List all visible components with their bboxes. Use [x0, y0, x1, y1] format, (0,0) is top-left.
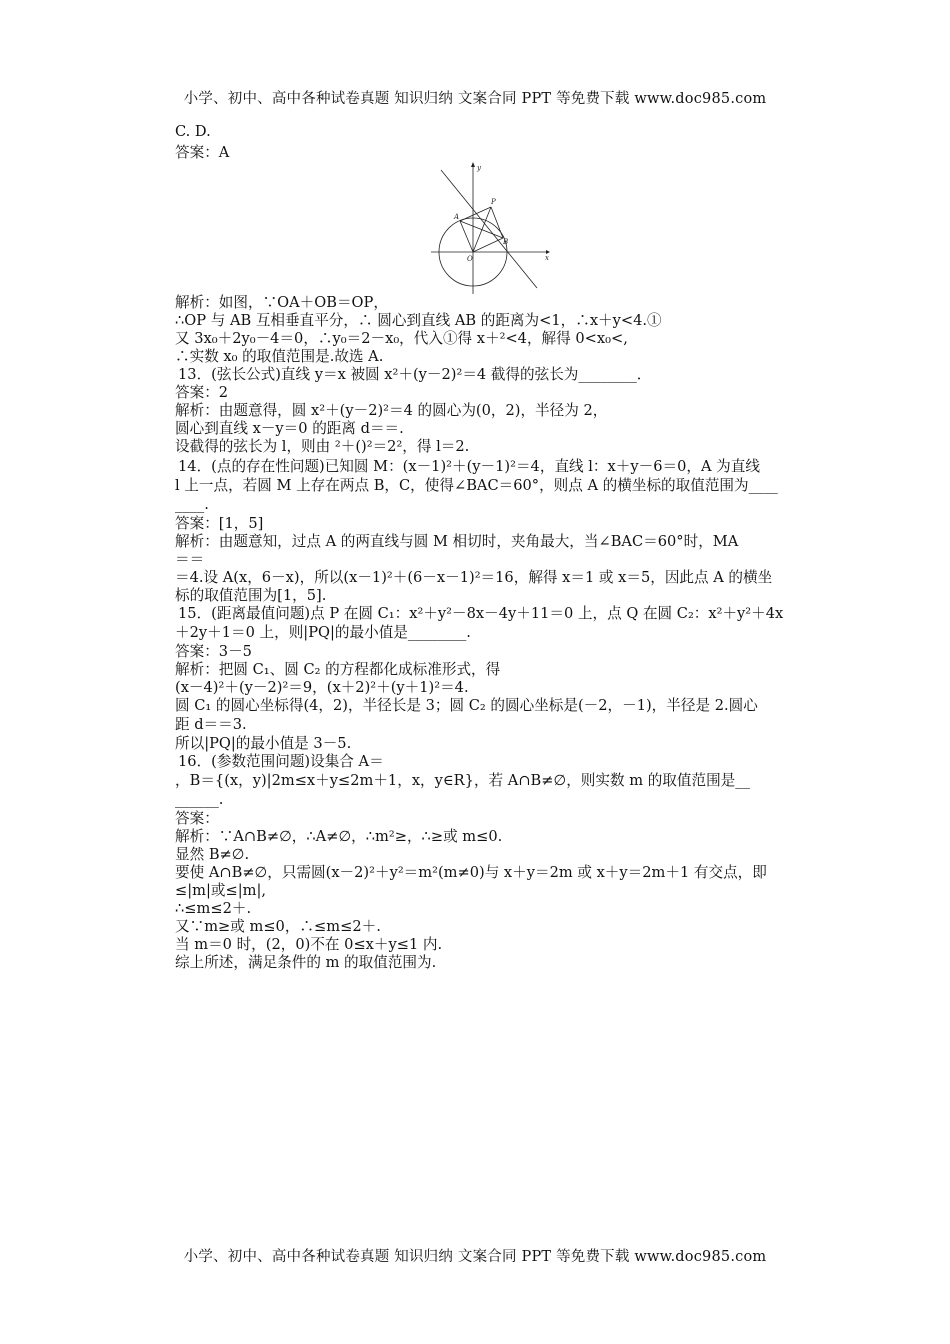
label-y: y: [477, 164, 481, 172]
geometry-figure: [427, 160, 555, 296]
text-line: 答案：[1，5]: [175, 515, 264, 532]
text-line: ，B＝{(x，y)|2m≤x＋y≤2m＋1，x，y∈R}，若 A∩B≠∅，则实数 m 的取值范围是__: [175, 772, 750, 789]
text-line: 解析：把圆 C₁、圆 C₂ 的方程都化成标准形式，得: [175, 661, 501, 678]
header-banner: 小学、初中、高中各种试卷真题 知识归纳 文案合同 PPT 等免费下载 www.doc985.com: [183, 91, 767, 107]
text-line: 要使 A∩B≠∅，只需圆(x－2)²＋y²＝m²(m≠0)与 x＋y＝2m 或 x＋y＝2m＋1 有交点，即: [175, 864, 767, 881]
text-line: 圆心到直线 x－y＝0 的距离 d＝＝.: [175, 420, 404, 437]
text-line: 显然 B≠∅.: [175, 846, 250, 863]
text-line: (x－4)²＋(y－2)²＝9，(x＋2)²＋(y＋1)²＝4.: [175, 679, 469, 696]
text-line: 15．(距离最值问题)点 P 在圆 C₁：x²＋y²－8x－4y＋11＝0 上，点 Q 在圆 C₂：x²＋y²＋4x: [178, 605, 784, 622]
text-line: 解析：∵A∩B≠∅，∴A≠∅，∴m²≥，∴≥或 m≤0.: [175, 828, 503, 845]
label-x: x: [545, 254, 549, 262]
text-line: 16．(参数范围问题)设集合 A＝: [178, 753, 384, 770]
text-line: 又 3x₀＋2y₀－4＝0，∴y₀＝2－x₀，代入①得 x＋²<4，解得 0<x₀<,: [175, 330, 628, 347]
text-line: 距 d＝＝3.: [175, 716, 247, 733]
text-line: 解析：由题意得，圆 x²＋(y－2)²＝4 的圆心为(0，2)，半径为 2，: [175, 402, 608, 419]
text-line: ＝4.设 A(x，6－x)，所以(x－1)²＋(6－x－1)²＝16，解得 x＝1 或 x＝5，因此点 A 的横坐: [175, 569, 773, 586]
text-line: ____.: [175, 496, 209, 513]
text-line: 答案：2: [175, 384, 229, 401]
text-line: 标的取值范围为[1，5].: [175, 587, 327, 604]
label-a: A: [454, 213, 460, 221]
text-line: 解析：如图，∵OA＋OB＝OP，: [175, 294, 388, 311]
text-line: 解析：由题意知，过点 A 的两直线与圆 M 相切时，夹角最大，当∠BAC＝60°时，MA: [175, 533, 739, 550]
text-line: ∴OP 与 AB 互相垂直平分，∴ 圆心到直线 AB 的距离为<1，∴x＋y<4.①: [175, 312, 662, 329]
text-line: ＋2y＋1＝0 上，则|PQ|的最小值是________.: [175, 624, 471, 641]
text-line: 当 m＝0 时，(2，0)不在 0≤x＋y≤1 内.: [175, 936, 443, 953]
text-line: 综上所述，满足条件的 m 的取值范围为.: [175, 954, 437, 971]
text-line: 所以|PQ|的最小值是 3－5.: [175, 735, 352, 752]
text-line: 设截得的弦长为 l，则由 ²＋()²＝2²，得 l＝2.: [175, 438, 470, 455]
text-line: C. D.: [175, 123, 211, 140]
text-line: ∴≤m≤2＋.: [175, 900, 252, 917]
text-line: ∴实数 x₀ 的取值范围是.故选 A.: [175, 348, 384, 365]
tangent-line: [441, 170, 537, 288]
footer-banner: 小学、初中、高中各种试卷真题 知识归纳 文案合同 PPT 等免费下载 www.doc985.com: [183, 1249, 767, 1265]
label-o: O: [467, 255, 473, 263]
text-line: l 上一点，若圆 M 上存在两点 B，C，使得∠BAC＝60°，则点 A 的横坐标的取值范围为____: [175, 477, 778, 494]
text-line: 答案：: [175, 810, 219, 827]
text-line: 圆 C₁ 的圆心坐标得(4，2)，半径长是 3；圆 C₂ 的圆心坐标是(－2，－1)，半径是 2.圆心: [175, 697, 758, 714]
text-line: 又∵m≥或 m≤0，∴≤m≤2＋.: [175, 918, 381, 935]
text-line: 14．(点的存在性问题)已知圆 M：(x－1)²＋(y－1)²＝4，直线 l：x＋y－6＝0，A 为直线: [178, 458, 760, 475]
text-line: 答案：A: [175, 144, 230, 161]
text-line: ______.: [175, 791, 224, 808]
text-line: 13．(弦长公式)直线 y＝x 被圆 x²＋(y－2)²＝4 截得的弦长为________．: [178, 366, 652, 383]
label-b: B: [503, 238, 509, 246]
text-line: 答案：3－5: [175, 643, 252, 660]
text-line: ≤|m|或≤|m|,: [175, 882, 267, 899]
label-p: P: [491, 198, 496, 206]
text-line: ＝＝: [175, 551, 205, 568]
